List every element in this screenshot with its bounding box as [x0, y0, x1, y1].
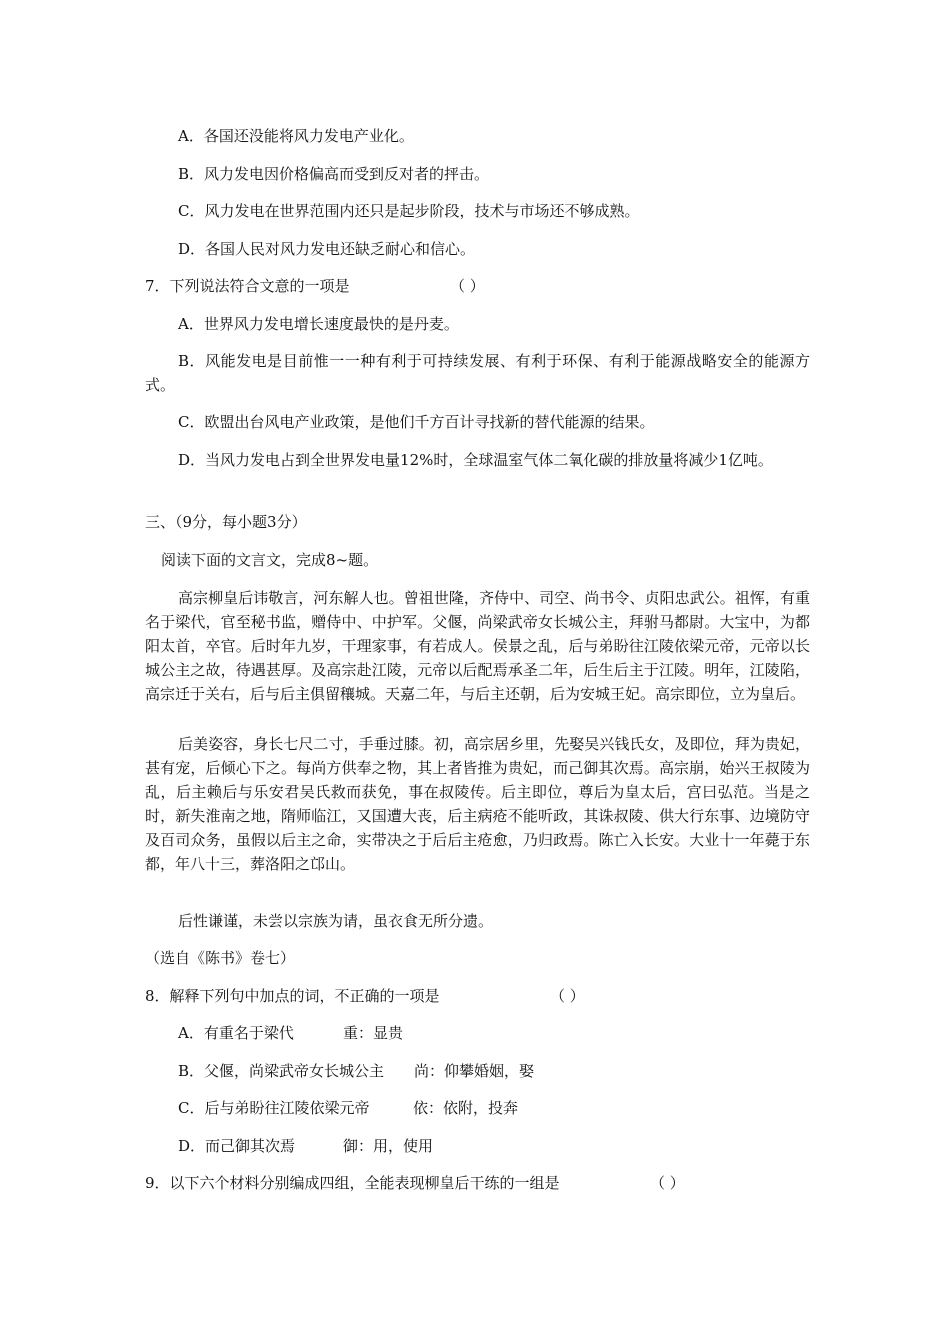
q8-option-d: D．而己御其次焉: [178, 1137, 296, 1155]
q8-option-b-gloss: 尚：仰攀婚姻，娶: [414, 1062, 535, 1080]
q8-answer-paren: （ ）: [550, 987, 585, 1005]
passage-paragraph-3: 后性谦谨，未尝以宗族为请，虽衣食无所分遗。: [178, 912, 494, 930]
q8-stem: 8．解释下列句中加点的词，不正确的一项是: [145, 987, 440, 1005]
q8-option-a: A．有重名于梁代: [178, 1024, 294, 1042]
q7-option-b: B．风能发电是目前惟一一种有利于可持续发展、有利于环保、有利于能源战略安全的能源方式。: [145, 352, 810, 394]
passage-source: （选自《陈书》卷七）: [145, 949, 296, 967]
passage-paragraph-1: 高宗柳皇后讳敬言，河东解人也。曾祖世隆，齐侍中、司空、尚书令、贞阳忠武公。祖恽，有重名于梁代，官至秘书监，赠侍中、中护军。父偃，尚梁武帝女长城公主，拜驸马都尉。大宝中，为都阳太首，卒官。后时年九岁，干理家事，有若成人。侯景之乱，后与弟盼往江陵依梁元帝，元帝以长城公主之故，待遇甚厚。及高宗赴江陵，元帝以后配焉承圣二年，后生后主于江陵。明年，江陵陷，高宗迁于关右，后与后主俱留穰城。天嘉二年，与后主还朝，后为安城王妃。高宗即位，立为皇后。: [145, 589, 810, 703]
q6-option-a: A．各国还没能将风力发电产业化。: [178, 127, 414, 145]
q7-option-a: A．世界风力发电增长速度最快的是丹麦。: [178, 315, 459, 333]
q7-stem: 7．下列说法符合文意的一项是: [145, 277, 350, 295]
section3-heading: 三、（9分，每小题3分）: [145, 513, 307, 531]
section3-intro: 阅读下面的文言文，完成8~题。: [161, 551, 379, 569]
q8-option-c-gloss: 依：依附，投奔: [413, 1099, 519, 1117]
q7-option-d: D．当风力发电占到全世界发电量12%时，全球温室气体二氧化碳的排放量将减少1亿吨。: [178, 451, 773, 469]
q7-answer-paren: （ ）: [450, 277, 485, 295]
q6-option-d: D．各国人民对风力发电还缺乏耐心和信心。: [178, 240, 476, 258]
q6-option-b: B．风力发电因价格偏高而受到反对者的抨击。: [178, 165, 490, 183]
q9-answer-paren: （ ）: [650, 1174, 685, 1192]
q8-option-d-gloss: 御：用，使用: [343, 1137, 434, 1155]
q6-option-c: C．风力发电在世界范围内还只是起步阶段，技术与市场还不够成熟。: [178, 202, 640, 220]
passage-paragraph-2: 后美姿容，身长七尺二寸，手垂过膝。初，高宗居乡里，先娶吴兴钱氏女，及即位，拜为贵妃，甚有宠，后倾心下之。每尚方供奉之物，其上者皆推为贵妃，而己御其次焉。高宗崩，始兴王叔陵为乱，后主赖后与乐安君吴氏救而获免，事在叔陵传。后主即位，尊后为皇太后，宫曰弘范。当是之时，新失淮南之地，隋师临江，又国遭大丧，后主病疮不能听政，其诛叔陵、供大行东事、边境防守及百司众务，虽假以后主之命，实带决之于后后主疮愈，乃归政焉。陈亡入长安。大业十一年薨于东都，年八十三，葬洛阳之邙山。: [145, 735, 810, 873]
q8-option-b: B．父偃，尚梁武帝女长城公主: [178, 1062, 385, 1080]
q9-stem: 9．以下六个材料分别编成四组，全能表现柳皇后干练的一组是: [145, 1174, 560, 1192]
q8-option-c: C．后与弟盼往江陵依梁元帝: [178, 1099, 370, 1117]
q8-option-a-gloss: 重：显贵: [343, 1024, 404, 1042]
q7-option-c: C．欧盟出台风电产业政策，是他们千方百计寻找新的替代能源的结果。: [178, 413, 655, 431]
